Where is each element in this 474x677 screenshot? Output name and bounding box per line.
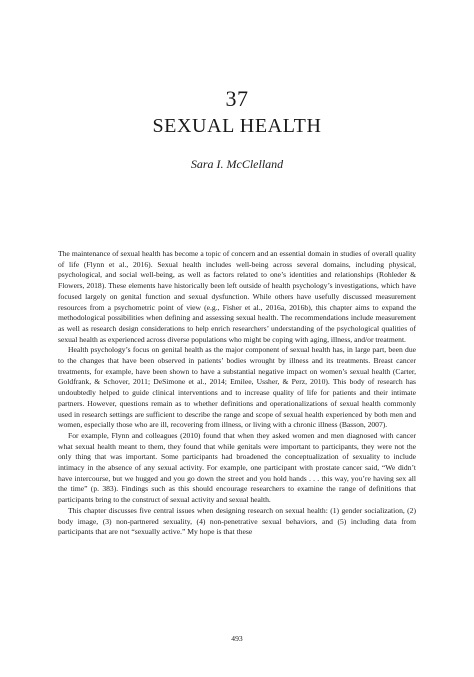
chapter-number: 37 xyxy=(225,86,249,111)
paragraph-3: For example, Flynn and colleagues (2010) found that when they asked women and men diagnosed with cancer what sexual health meant to them, they found that while genitals were important to participants, they were not the only thing that was important. Some participants had broadened the conceptualization of sexuality to include intimacy in the absence of any sexual activity. For example, one participant with prostate cancer said, “We didn’t have intercourse, but we hugged and you go down the street and you hold hands . . . this way, you’re having sex all the time” (p. 383). Findings such as this should encourage researchers to examine the range of definitions that participants bring to the construct of sexual activity and sexual health. xyxy=(58,430,416,505)
paragraph-4: This chapter discusses five central issues when designing research on sexual health: (1) gender socialization, (2) body image, (3) non-partnered sexuality, (4) non-penetrative sexual behaviors, and (5) including data from participants that are not “sexually active.” My hope is that these xyxy=(58,505,416,537)
chapter-title: SEXUAL HEALTH xyxy=(152,115,322,137)
body-text xyxy=(58,249,416,538)
paragraph-1: The maintenance of sexual health has become a topic of concern and an essential domain in studies of overall quality of life (Flynn et al., 2016). Sexual health includes well-being across several domains, including physical, psychological, and social well-being, as well as factors related to one’s identities and relationships (Rohleder & Flowers, 2018). These elements have historically been left outside of health psychology’s investigations, which have focused largely on genital function and sexual dysfunction. While others have usefully discussed measurement resources from a psychometric point of view (e.g., Fisher et al., 2016a, 2016b), this chapter aims to expand the methodological possibilities when defining and assessing sexual health. The recommendations include measurement as well as research design considerations to help enrich researchers’ understanding of the psychological qualities of sexual health as experienced across diverse populations who might be coping with aging, illness, and/or treatment. xyxy=(58,249,416,344)
paragraph-2: Health psychology’s focus on genital health as the major component of sexual health has, in large part, been due to the changes that have been observed in patients’ bodies wrought by illness and its treatments. Breast cancer treatments, for example, have been shown to have a substantial negative impact on women’s sexual health (Carter, Goldfrank, & Schover, 2011; DeSimone et al., 2014; Emilee, Ussher, & Perz, 2010). This body of research has undoubtedly helped to guide clinical interventions and to increase quality of life for patients and their intimate partners. However, questions remain as to whether definitions and operationalizations of sexual health commonly used in research settings are sufficient to describe the range and scope of sexual health experienced by both men and women, especially those who are ill, recovering from illness, or living with a chronic illness (Basson, 2007). xyxy=(58,345,416,430)
page-number: 493 xyxy=(231,634,243,643)
chapter-author: Sara I. McClelland xyxy=(190,157,284,171)
